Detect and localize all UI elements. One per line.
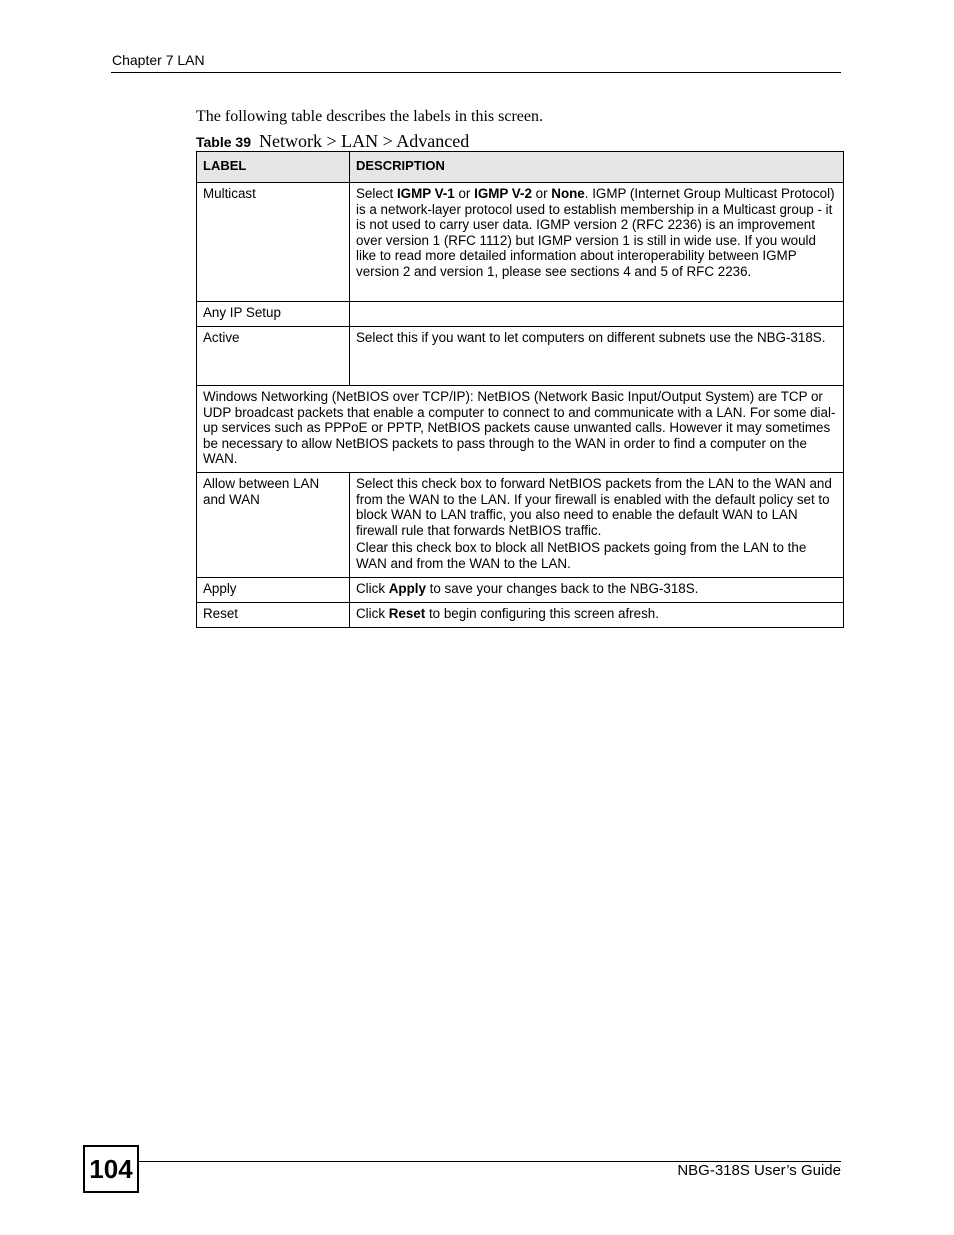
text-run: . IGMP (Internet Group Multicast Protocol) is a network-layer protocol used to establish membership in a Multicast group - it is not used to carry user data. IGMP version 2 (RFC 2236) is an improvement over version 1 (RFC 1112) but IGMP version 1 is still in wide use. If you would like to read more detailed information about interoperability between IGMP version 2 and version 1, please see sections 4 and 5 of RFC 2236.	[356, 186, 835, 279]
text-run: to save your changes back to the NBG-318S.	[425, 581, 699, 596]
running-header: Chapter 7 LAN	[112, 52, 205, 68]
row-label: Any IP Setup	[197, 302, 350, 327]
bold-term: IGMP V-2	[474, 186, 532, 201]
row-label: Multicast	[197, 183, 350, 302]
column-header-description: DESCRIPTION	[350, 152, 844, 183]
bold-term: Apply	[388, 581, 426, 596]
bold-term: Reset	[388, 606, 426, 621]
bold-term: IGMP V-1	[396, 186, 455, 201]
row-label: Apply	[197, 578, 350, 603]
text-run: Select	[356, 186, 397, 201]
row-description	[350, 603, 844, 628]
row-description	[350, 183, 844, 302]
table-header-row	[197, 152, 844, 183]
description-paragraph: Select this check box to forward NetBIOS packets from the LAN to the WAN and from the WAN to the LAN. If your firewall is enabled with the default policy set to block WAN to LAN traffic, you also need to enable the default WAN to LAN firewall rule that forwards NetBIOS traffic.	[356, 476, 832, 538]
table-row-active	[197, 327, 844, 386]
header-rule	[111, 72, 841, 73]
description-paragraph: Clear this check box to block all NetBIOS packets going from the LAN to the WAN and from the WAN to the LAN.	[356, 540, 807, 571]
section-description: Windows Networking (NetBIOS over TCP/IP): NetBIOS (Network Basic Input/Output System) are TCP or UDP broadcast packets that enable a computer to connect to and communicate with a LAN. For some dial-up services such as PPPoE or PPTP, NetBIOS packets cause unwanted calls. However it may sometimes be necessary to allow NetBIOS packets to pass through to the WAN in order to find a computer on the WAN.	[197, 386, 844, 473]
row-description: Select this if you want to let computers on different subnets use the NBG-318S.	[350, 327, 844, 386]
text-run: or	[454, 186, 475, 201]
row-description	[350, 473, 844, 578]
table-row-multicast	[197, 183, 844, 302]
row-label: Active	[197, 327, 350, 386]
table-row-windows-networking	[197, 386, 844, 473]
text-run: to begin configuring this screen afresh.	[425, 606, 659, 621]
table-row-reset	[197, 603, 844, 628]
row-label: Reset	[197, 603, 350, 628]
row-label: Allow between LAN and WAN	[197, 473, 350, 578]
text-run: Click	[356, 606, 389, 621]
row-description	[350, 302, 844, 327]
table-row-apply	[197, 578, 844, 603]
guide-title: NBG-318S User’s Guide	[677, 1162, 841, 1179]
text-run: or	[531, 186, 552, 201]
table-row-allow-between-lan-and-wan	[197, 473, 844, 578]
description-table	[196, 151, 844, 628]
text-run: Click	[356, 581, 389, 596]
table-caption-title: Network > LAN > Advanced	[259, 131, 470, 151]
table-caption	[196, 131, 469, 152]
page-number: 104	[83, 1145, 139, 1193]
table-caption-label: Table 39	[196, 134, 251, 150]
row-description	[350, 578, 844, 603]
table-row-any-ip-setup	[197, 302, 844, 327]
bold-term: None	[551, 186, 585, 201]
intro-paragraph: The following table describes the labels in this screen.	[196, 108, 544, 125]
column-header-label: LABEL	[197, 152, 350, 183]
